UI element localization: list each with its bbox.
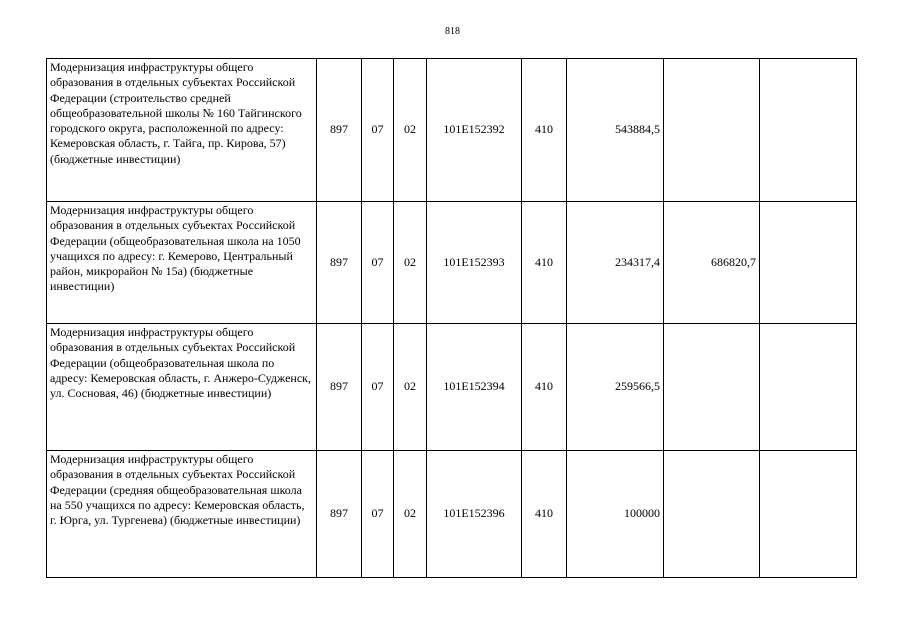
amount-3-cell [760,324,857,451]
subsection-code-cell: 02 [394,59,427,202]
expense-type-cell: 410 [522,59,567,202]
amount-3-cell [760,59,857,202]
target-article-cell: 101E152393 [427,202,522,324]
table-row [47,202,857,324]
expense-type-cell: 410 [522,451,567,578]
amount-2-cell [664,59,760,202]
target-article-cell: 101E152394 [427,324,522,451]
target-article-cell: 101E152396 [427,451,522,578]
expense-type-cell: 410 [522,324,567,451]
amount-1-cell: 543884,5 [567,59,664,202]
ministry-code-cell: 897 [317,202,362,324]
ministry-code-cell: 897 [317,451,362,578]
amount-3-cell [760,451,857,578]
table-row [47,59,857,202]
subsection-code-cell: 02 [394,324,427,451]
table-row [47,324,857,451]
amount-2-cell [664,324,760,451]
section-code-cell: 07 [362,59,394,202]
amount-2-cell: 686820,7 [664,202,760,324]
amount-1-cell: 259566,5 [567,324,664,451]
section-code-cell: 07 [362,324,394,451]
description-cell: Модернизация инфраструктуры общего образования в отдельных субъектах Российской Федерации (общеобразовательная школа на 1050 учащихся по адресу: г. Кемерово, Центральный район, микрорайон № 15а) (бюджетные инвестиции) [47,202,317,324]
description-cell: Модернизация инфраструктуры общего образования в отдельных субъектах Российской Федерации (строительство средней общеобразовательной школы № 160 Тайгинского городского округа, расположенной по адресу: Кемеровская область, г. Тайга, пр. Кирова, 57) (бюджетные инвестиции) [47,59,317,202]
amount-2-cell [664,451,760,578]
amount-1-cell: 100000 [567,451,664,578]
description-cell: Модернизация инфраструктуры общего образования в отдельных субъектах Российской Федерации (средняя общеобразовательная школа на 550 учащихся по адресу: Кемеровская область, г. Юрга, ул. Тургенева) (бюджетные инвестиции) [47,451,317,578]
target-article-cell: 101E152392 [427,59,522,202]
expense-type-cell: 410 [522,202,567,324]
description-cell: Модернизация инфраструктуры общего образования в отдельных субъектах Российской Федерации (общеобразовательная школа по адресу: Кемеровская область, г. Анжеро-Судженск, ул. Сосновая, 46) (бюджетные инвестиции) [47,324,317,451]
section-code-cell: 07 [362,202,394,324]
budget-table [46,58,857,578]
table-row [47,451,857,578]
ministry-code-cell: 897 [317,324,362,451]
subsection-code-cell: 02 [394,451,427,578]
subsection-code-cell: 02 [394,202,427,324]
page-number: 818 [445,26,460,37]
amount-1-cell: 234317,4 [567,202,664,324]
amount-3-cell [760,202,857,324]
ministry-code-cell: 897 [317,59,362,202]
section-code-cell: 07 [362,451,394,578]
